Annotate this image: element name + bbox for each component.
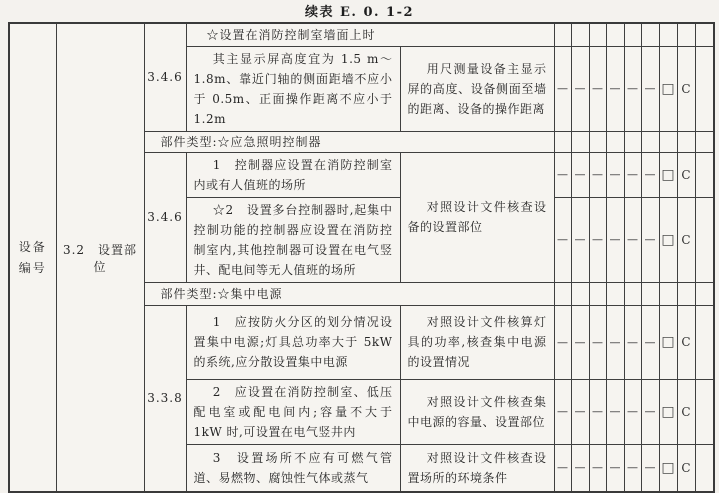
checkbox-icon[interactable]: □ (661, 459, 675, 476)
checkbox-cell (659, 305, 677, 379)
result-dash-cell: — (554, 46, 571, 131)
result-dash-cell: — (554, 197, 571, 282)
empty-cell (695, 444, 714, 492)
checkbox-icon[interactable]: □ (661, 80, 675, 97)
result-dash-cell: — (571, 197, 589, 282)
result-dash-cell: — (606, 305, 624, 379)
clause-code-cell: 3.4.6 (144, 23, 186, 131)
empty-cell (606, 131, 624, 152)
grade-c-cell: C (677, 444, 695, 492)
empty-cell (677, 23, 695, 46)
section-header: 3.2 设置部位 (56, 23, 144, 492)
empty-cell (641, 23, 659, 46)
requirement-cell: 3 设置场所不应有可燃气管道、易燃物、腐蚀性气体或蒸气 (186, 444, 400, 492)
result-dash-cell: — (641, 152, 659, 197)
clause-code-cell: 3.4.6 (144, 152, 186, 282)
empty-cell (554, 131, 571, 152)
checkbox-cell (659, 379, 677, 444)
result-dash-cell: — (571, 152, 589, 197)
empty-cell (624, 131, 641, 152)
inspection-method-cell: 对照设计文件核查集中电源的容量、设置部位 (400, 379, 554, 444)
empty-cell (554, 23, 571, 46)
empty-cell (659, 282, 677, 305)
result-dash-cell: — (554, 379, 571, 444)
result-dash-cell: — (554, 152, 571, 197)
empty-cell (695, 197, 714, 282)
result-dash-cell: — (641, 379, 659, 444)
clause-code-cell: 3.3.8 (144, 305, 186, 492)
result-dash-cell: — (624, 152, 641, 197)
empty-cell (641, 131, 659, 152)
result-dash-cell: — (589, 379, 606, 444)
checkbox-cell (659, 152, 677, 197)
requirement-cell: 1 控制器应设置在消防控制室内或有人值班的场所 (186, 152, 400, 197)
empty-cell (606, 282, 624, 305)
empty-cell (554, 282, 571, 305)
empty-cell (571, 131, 589, 152)
empty-cell (589, 23, 606, 46)
grade-c-cell: C (677, 46, 695, 131)
result-dash-cell: — (606, 379, 624, 444)
condition-cell: ☆设置在消防控制室墙面上时 (186, 23, 554, 46)
result-dash-cell: — (589, 305, 606, 379)
result-dash-cell: — (624, 444, 641, 492)
grade-c-cell: C (677, 152, 695, 197)
result-dash-cell: — (589, 444, 606, 492)
empty-cell (659, 131, 677, 152)
inspection-method-cell: 用尺测量设备主显示屏的高度、设备侧面至墙的距离、设备的操作距离 (400, 46, 554, 131)
checkbox-cell (659, 46, 677, 131)
empty-cell (695, 23, 714, 46)
result-dash-cell: — (641, 444, 659, 492)
requirement-cell: 2 应设置在消防控制室、低压配电室或配电间内;容量不大于 1kW 时,可设置在电气竖井内 (186, 379, 400, 444)
part-type-cell: 部件类型:☆集中电源 (144, 282, 554, 305)
empty-cell (571, 282, 589, 305)
result-dash-cell: — (571, 379, 589, 444)
result-dash-cell: — (641, 46, 659, 131)
empty-cell (624, 282, 641, 305)
result-dash-cell: — (624, 379, 641, 444)
continuation-table (8, 22, 715, 493)
result-dash-cell: — (606, 197, 624, 282)
checkbox-icon[interactable]: □ (661, 231, 675, 248)
result-dash-cell: — (589, 197, 606, 282)
empty-cell (659, 23, 677, 46)
empty-cell (695, 282, 714, 305)
device-number-header (9, 23, 56, 492)
empty-cell (695, 131, 714, 152)
empty-cell (589, 131, 606, 152)
grade-c-cell: C (677, 197, 695, 282)
requirement-cell: ☆2 设置多台控制器时,起集中控制功能的控制器应设置在消防控制室内,其他控制器可设置在电气竖井、配电间等无人值班的场所 (186, 197, 400, 282)
checkbox-cell (659, 444, 677, 492)
empty-cell (641, 282, 659, 305)
grade-c-cell: C (677, 305, 695, 379)
checkbox-icon[interactable]: □ (661, 166, 675, 183)
device-number-line1: 设备 (18, 239, 47, 254)
result-dash-cell: — (554, 444, 571, 492)
grade-c-cell: C (677, 379, 695, 444)
empty-cell (695, 305, 714, 379)
device-number-line2: 编号 (18, 260, 47, 275)
result-dash-cell: — (589, 152, 606, 197)
inspection-method-cell: 对照设计文件核算灯具的功率,核查集中电源的设置情况 (400, 305, 554, 379)
empty-cell (571, 23, 589, 46)
inspection-method-cell: 对照设计文件核查设置场所的环境条件 (400, 444, 554, 492)
empty-cell (677, 282, 695, 305)
checkbox-icon[interactable]: □ (661, 334, 675, 350)
empty-cell (624, 23, 641, 46)
result-dash-cell: — (624, 46, 641, 131)
empty-cell (695, 46, 714, 131)
part-type-cell: 部件类型:☆应急照明控制器 (144, 131, 554, 152)
result-dash-cell: — (571, 444, 589, 492)
result-dash-cell: — (641, 305, 659, 379)
result-dash-cell: — (641, 197, 659, 282)
checkbox-icon[interactable]: □ (661, 403, 675, 420)
result-dash-cell: — (606, 444, 624, 492)
result-dash-cell: — (571, 305, 589, 379)
result-dash-cell: — (571, 46, 589, 131)
page-title: 续表 E. 0. 1-2 (304, 5, 415, 20)
checkbox-cell (659, 197, 677, 282)
inspection-method-cell: 对照设计文件核查设备的设置部位 (400, 152, 554, 282)
result-dash-cell: — (624, 197, 641, 282)
result-dash-cell: — (589, 46, 606, 131)
result-dash-cell: — (624, 305, 641, 379)
requirement-cell: 其主显示屏高度宜为 1.5 m～1.8m、靠近门轴的侧面距墙不应小于 0.5m、正面操作距离不应小于 1.2m (186, 46, 400, 131)
result-dash-cell: — (606, 46, 624, 131)
empty-cell (606, 23, 624, 46)
empty-cell (695, 152, 714, 197)
empty-cell (589, 282, 606, 305)
empty-cell (677, 131, 695, 152)
result-dash-cell: — (554, 305, 571, 379)
result-dash-cell: — (606, 152, 624, 197)
empty-cell (695, 379, 714, 444)
requirement-cell: 1 应按防火分区的划分情况设置集中电源;灯具总功率大于 5kW 的系统,应分散设置集中电源 (186, 305, 400, 379)
